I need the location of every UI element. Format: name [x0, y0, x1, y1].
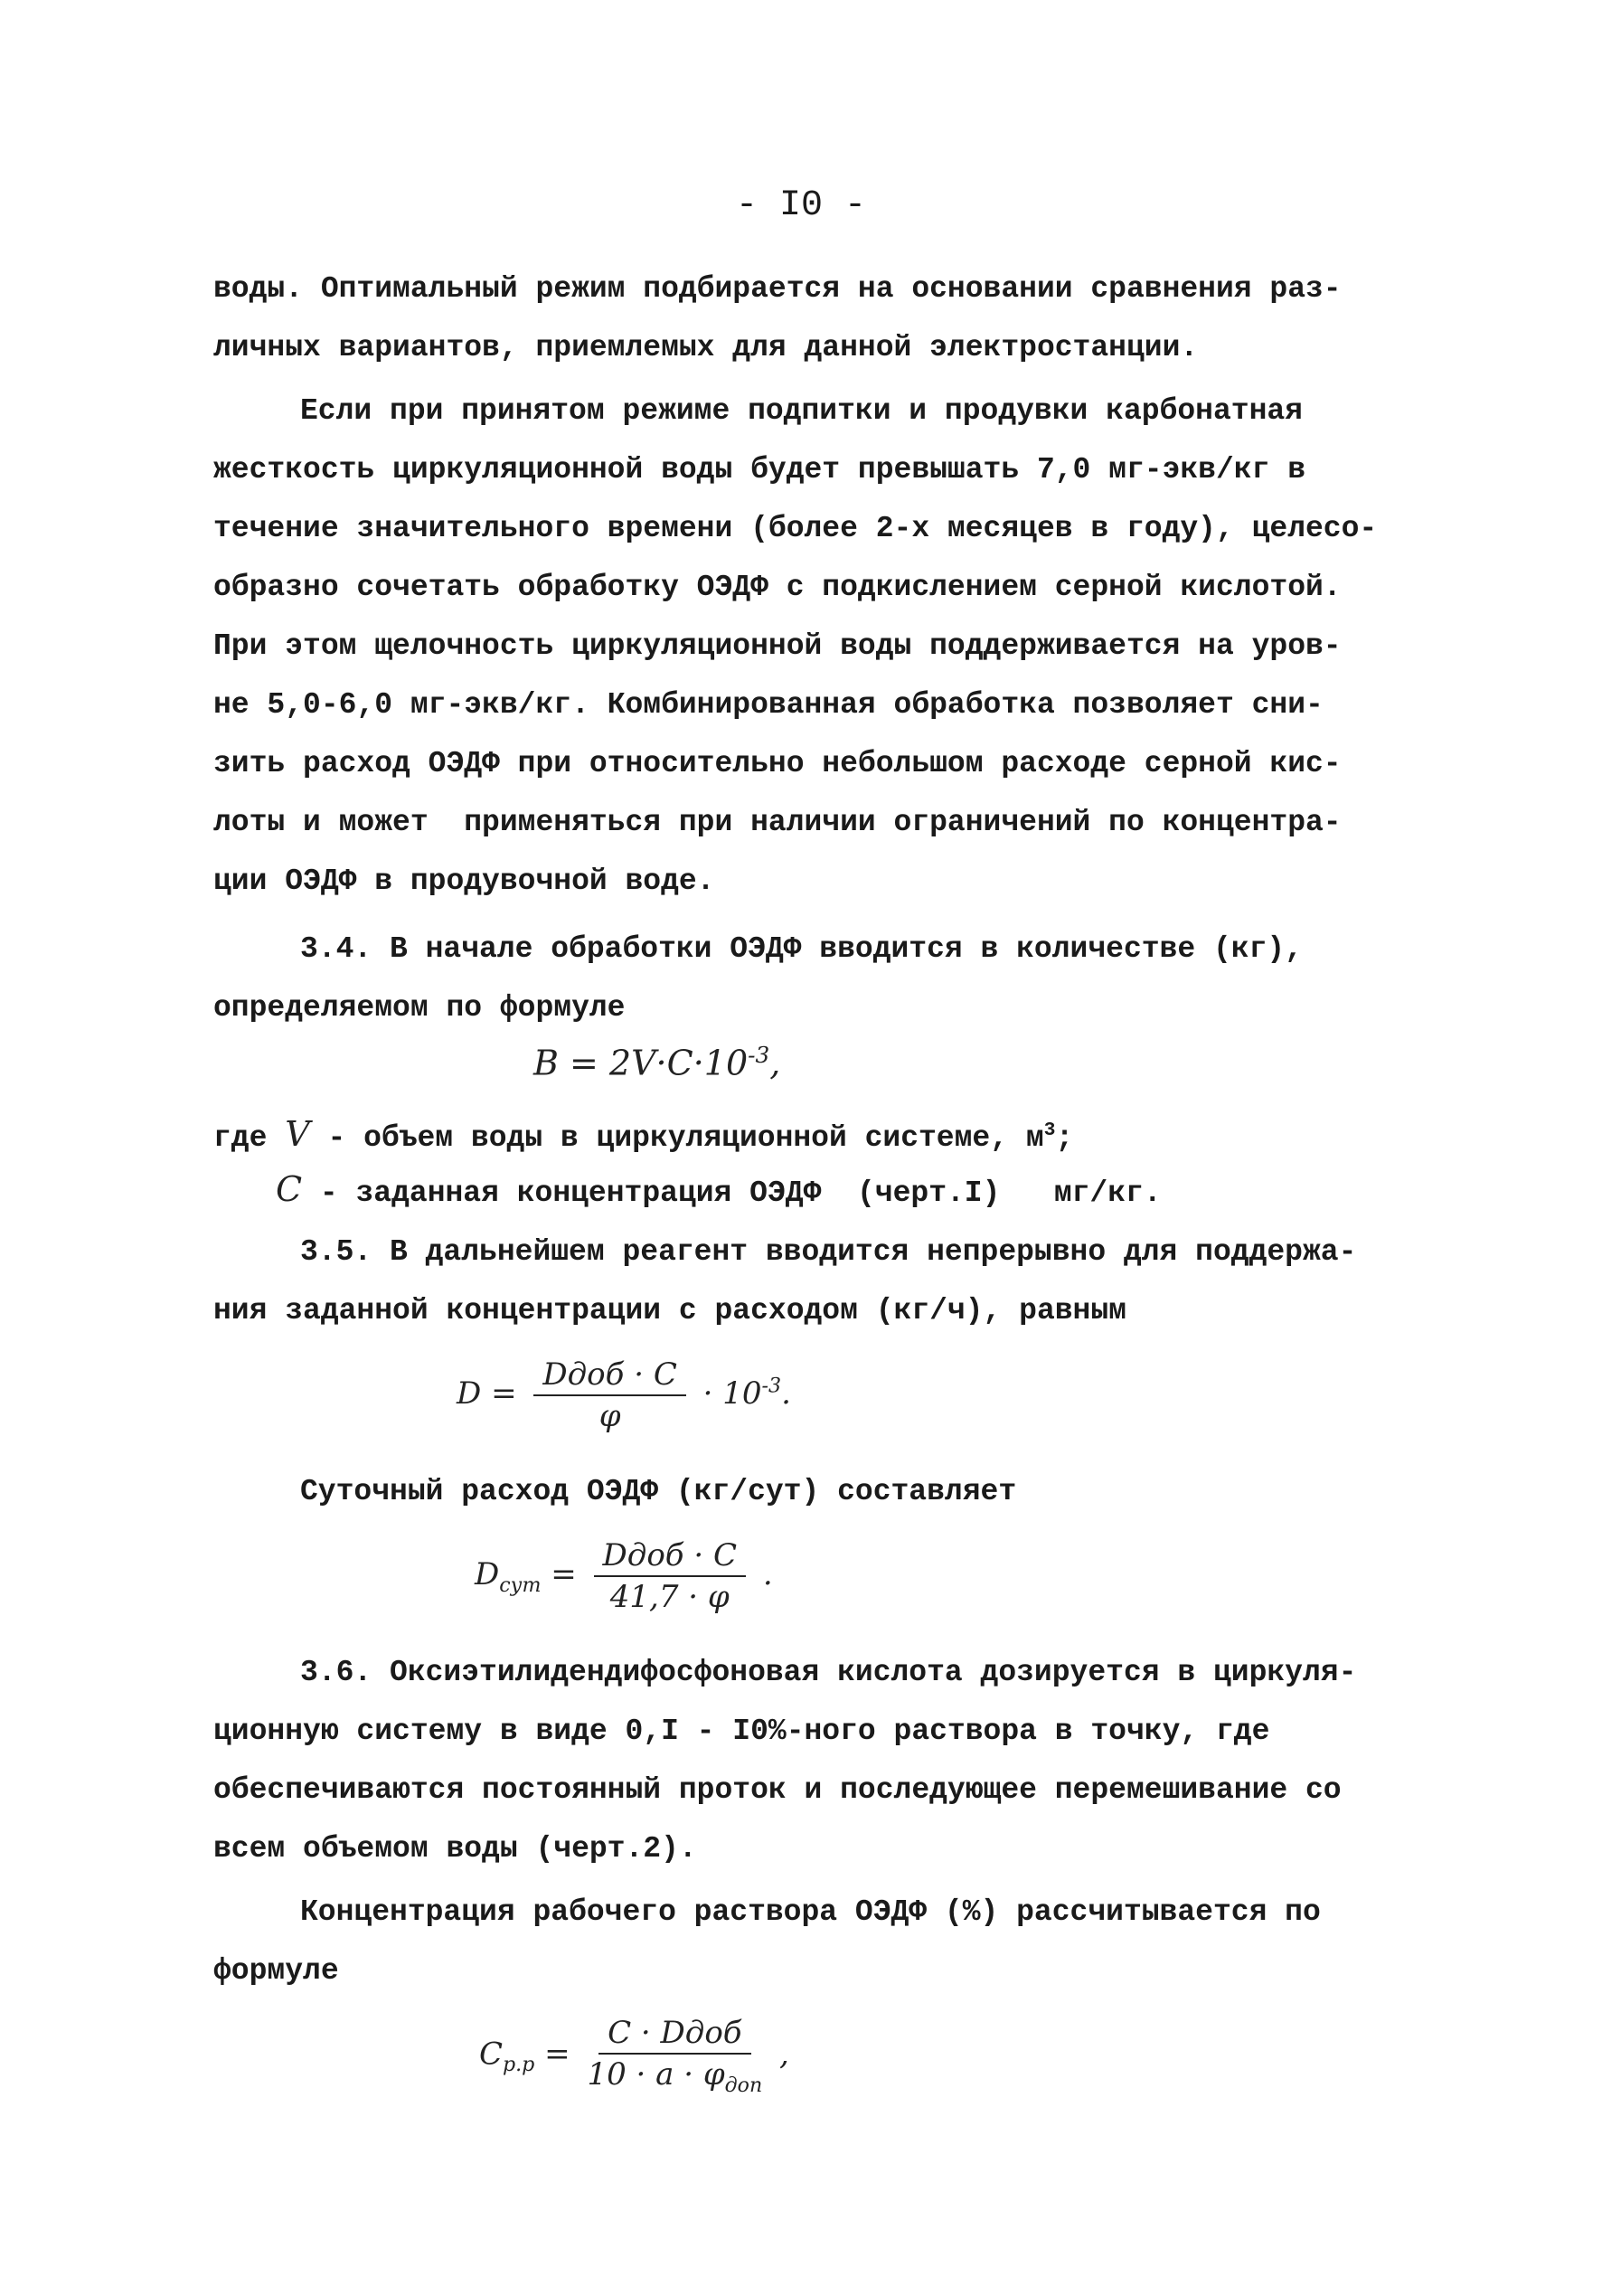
section-3-4-line1: 3.4. В начале обработки ОЭДФ вводится в количестве (кг), — [300, 932, 1303, 966]
formula-crp-denominator — [587, 2055, 762, 2097]
section-3-5-line1: 3.5. В дальнейшем реагент вводится непрерывно для поддержа- — [300, 1235, 1357, 1269]
formula-d-tail: . — [781, 1375, 791, 1412]
paragraph1-line2: личных вариантов, приемлемых для данной электростанции. — [213, 331, 1199, 364]
paragraph2-line2: жесткость циркуляционной воды будет превышать 7,0 мг-экв/кг в — [213, 453, 1305, 487]
formula-dsut-sub: сут — [499, 1573, 542, 1597]
where-line2 — [276, 1171, 1162, 1212]
section-3-6-line3: обеспечиваются постоянный проток и последующее перемешивание со — [213, 1773, 1342, 1807]
formula-crp-den-main: 10 · a · φ — [587, 2056, 725, 2093]
formula-crp-eq: = — [544, 2036, 570, 2073]
paragraph2-line4: образно сочетать обработку ОЭДФ с подкислением серной кислотой. — [213, 571, 1342, 604]
section-3-6-line2: ционную систему в виде 0,I - I0%-ного раствора в точку, где — [213, 1715, 1270, 1748]
formula-dsut — [475, 1537, 773, 1615]
paragraph2-line7: зить расход ОЭДФ при относительно небольшом расходе серной кис- — [213, 747, 1342, 780]
page-number: - I0 - — [735, 185, 867, 226]
formula-crp-fraction — [587, 2015, 762, 2097]
paragraph2-line3: течение значительного времени (более 2-х месяцев в году), целесо- — [213, 512, 1378, 545]
where-line1 — [213, 1112, 1073, 1157]
where-line1-end: ; — [1055, 1121, 1074, 1155]
section-3-6-line1: 3.6. Оксиэтилидендифосфоновая кислота дозируется в циркуля- — [300, 1656, 1357, 1689]
formula-b-exp: -3 — [748, 1042, 770, 1068]
formula-d-mult: · 10 — [702, 1375, 762, 1412]
symbol-v: V — [285, 1114, 310, 1154]
where-line2-text: - заданная концентрация ОЭДФ (черт.I) мг/кг. — [302, 1176, 1162, 1210]
formula-crp-numerator: C · Dдоб — [598, 2015, 750, 2055]
formula-dsut-fraction — [594, 1537, 746, 1615]
formula-d-fraction — [533, 1356, 685, 1434]
formula-crp-lhs: C — [479, 2036, 504, 2073]
concentration-line2: формуле — [213, 1954, 339, 1988]
formula-b-text: B = 2V·C·10 — [533, 1043, 749, 1083]
formula-b — [533, 1042, 780, 1083]
paragraph2-line5: При этом щелочность циркуляционной воды поддерживается на уров- — [213, 629, 1342, 663]
concentration-line1: Концентрация рабочего раствора ОЭДФ (%) рассчитывается по — [300, 1895, 1321, 1929]
formula-d-exp: -3 — [761, 1374, 782, 1398]
section-3-4-line2: определяемом по формуле — [213, 991, 626, 1025]
where-line1-sup: 3 — [1043, 1120, 1056, 1141]
formula-b-tail: , — [769, 1043, 781, 1083]
formula-crp-sub: р.р — [503, 2053, 535, 2077]
formula-crp-tail: , — [779, 2036, 789, 2073]
paragraph2-line1: Если при принятом режиме подпитки и продувки карбонатная — [300, 394, 1303, 428]
formula-crp-den-sub: доп — [724, 2073, 763, 2097]
daily-text: Суточный расход ОЭДФ (кг/сут) составляет — [300, 1475, 1017, 1508]
paragraph2-line6: не 5,0-6,0 мг-экв/кг. Комбинированная обработка позволяет сни- — [213, 688, 1324, 722]
formula-dsut-eq: = — [551, 1556, 577, 1592]
formula-dsut-lhs: D — [475, 1556, 500, 1592]
section-3-6-line4: всем объемом воды (черт.2). — [213, 1832, 697, 1866]
formula-crp — [479, 2015, 789, 2097]
formula-dsut-numerator: Dдоб · C — [594, 1537, 746, 1577]
paragraph1-line1: воды. Оптимальный режим подбирается на основании сравнения раз- — [213, 272, 1342, 306]
formula-dsut-denominator: 41,7 · φ — [609, 1579, 730, 1615]
formula-d — [457, 1356, 791, 1434]
formula-d-lhs: D = — [457, 1375, 517, 1412]
paragraph2-line8: лоты и может применяться при наличии ограничений по концентра- — [213, 806, 1342, 839]
formula-d-numerator: Dдоб · C — [533, 1356, 685, 1396]
symbol-c: C — [276, 1169, 303, 1209]
where-prefix: где — [213, 1121, 268, 1155]
formula-d-denominator: φ — [598, 1398, 621, 1434]
where-line1-text: - объем воды в циркуляционной системе, м — [309, 1121, 1044, 1155]
section-3-5-line2: ния заданной концентрации с расходом (кг/ч), равным — [213, 1294, 1126, 1328]
formula-dsut-tail: . — [762, 1556, 773, 1592]
paragraph2-line9: ции ОЭДФ в продувочной воде. — [213, 865, 715, 898]
